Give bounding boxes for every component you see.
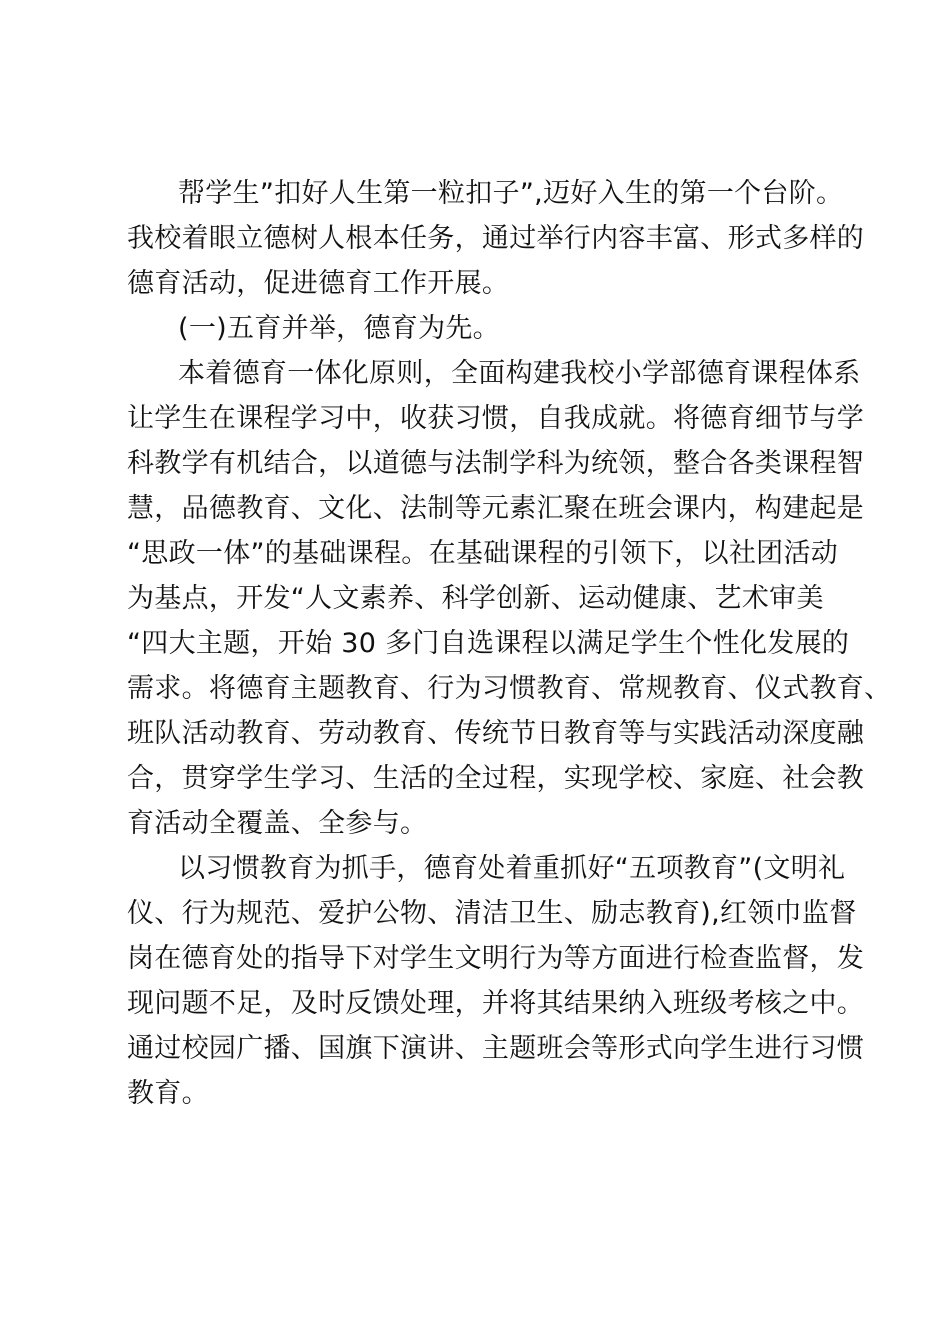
text-line-9: “思政一体”的基础课程。在基础课程的引领下，以社团活动 bbox=[127, 538, 839, 569]
text-line-1: 帮学生”扣好人生第一粒扣子”,迈好入生的第一个台阶。 bbox=[178, 178, 844, 209]
text-line-19: 现问题不足，及时反馈处理，并将其结果纳入班级考核之中。 bbox=[127, 988, 865, 1019]
text-line-2: 我校着眼立德树人根本任务，通过举行内容丰富、形式多样的 bbox=[127, 223, 865, 254]
text-line-16: 以习惯教育为抓手，德育处着重抓好“五项教育”(文明礼 bbox=[178, 853, 846, 884]
text-line-13: 班队活动教育、劳动教育、传统节日教育等与实践活动深度融 bbox=[127, 718, 865, 749]
text-line-21: 教育。 bbox=[127, 1078, 209, 1109]
text-line-17: 仪、行为规范、爱护公物、清洁卫生、励志教育),红领巾监督 bbox=[127, 898, 857, 929]
text-line-8: 慧，品德教育、文化、法制等元素汇聚在班会课内，构建起是 bbox=[127, 493, 865, 524]
text-line-15: 育活动全覆盖、全参与。 bbox=[127, 808, 428, 839]
text-line-18: 岗在德育处的指导下对学生文明行为等方面进行检查监督，发 bbox=[127, 943, 865, 974]
text-line-5: 本着德育一体化原则，全面构建我校小学部德育课程体系 bbox=[178, 358, 861, 389]
section-heading: (一)五育并举，德育为先。 bbox=[178, 313, 500, 344]
text-line-10: 为基点，开发“人文素养、科学创新、运动健康、艺术审美 bbox=[127, 583, 824, 614]
text-line-12: 需求。将德育主题教育、行为习惯教育、常规教育、仪式教育、 bbox=[127, 673, 892, 704]
text-line-14: 合，贯穿学生学习、生活的全过程，实现学校、家庭、社会教 bbox=[127, 763, 865, 794]
text-line-7: 科教学有机结合，以道德与法制学科为统领，整合各类课程智 bbox=[127, 448, 865, 479]
text-line-3: 德育活动，促进德育工作开展。 bbox=[127, 268, 510, 299]
text-line-20: 通过校园广播、国旗下演讲、主题班会等形式向学生进行习惯 bbox=[127, 1033, 865, 1064]
text-line-6: 让学生在课程学习中，收获习惯，自我成就。将德育细节与学 bbox=[127, 403, 865, 434]
text-line-11: “四大主题，开始 30 多门自选课程以满足学生个性化发展的 bbox=[127, 628, 850, 659]
